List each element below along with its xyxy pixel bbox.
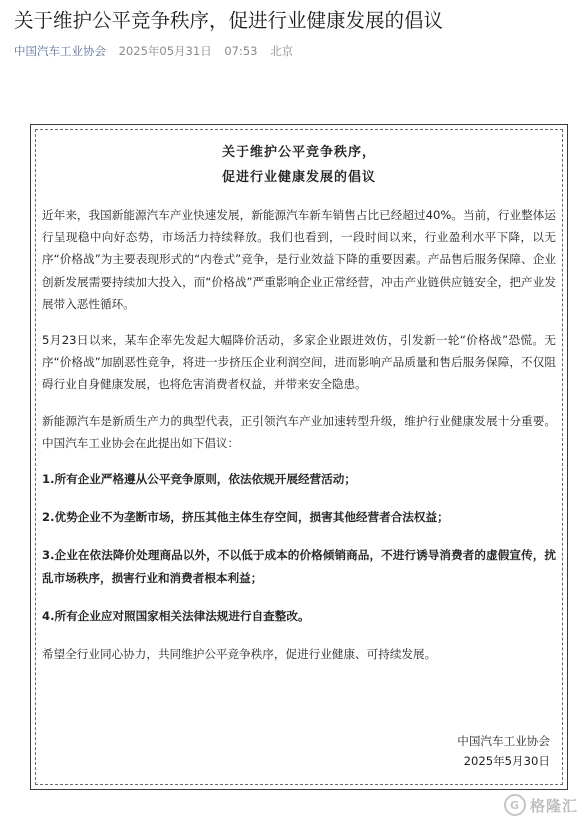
notice-paragraph-1: 近年来，我国新能源汽车产业快速发展，新能源汽车新车销售占比已经超过40%。当前，行业整体运行呈现稳中向好态势，市场活力持续释放。我们也看到，一段时间以来，行业盈利水平下降，以无序“价格战”为主要表现形式的“内卷式”竞争，是行业效益下降的重要因素。产品售后服务保障、企业创新发展需要持续加大投入，而“价格战”严重影响企业正常经营，冲击产业链供应链安全，把产业发展带入恶性循环。 — [42, 208, 556, 311]
watermark — [504, 794, 578, 816]
proposal-item-2: 2.优势企业不为垄断市场，挤压其他主体生存空间，损害其他经营者合法权益； — [42, 510, 449, 525]
article-meta — [14, 43, 302, 59]
notice-signature — [457, 731, 550, 771]
article-time: 07:53 — [224, 44, 258, 58]
article-location: 北京 — [270, 44, 294, 58]
notice-content — [42, 140, 556, 665]
notice-title-line-1: 关于维护公平竞争秩序， — [221, 145, 376, 160]
signature-date: 2025年5月30日 — [463, 754, 550, 768]
notice-closing: 希望全行业同心协力，共同维护公平竞争秩序，促进行业健康、可持续发展。 — [42, 647, 437, 662]
article-title: 关于维护公平竞争秩序，促进行业健康发展的倡议 — [14, 9, 444, 32]
article-date: 2025年05月31日 — [118, 44, 212, 58]
watermark-text: 格隆汇 — [529, 796, 578, 815]
notice-paragraph-3: 新能源汽车是新质生产力的典型代表，正引领汽车产业加速转型升级，维护行业健康发展十分重要。中国汽车工业协会在此提出如下倡议： — [42, 413, 556, 450]
notice-title — [42, 140, 556, 190]
watermark-logo-icon: G — [504, 794, 526, 816]
proposal-item-4: 4.所有企业应对照国家相关法律法规进行自查整改。 — [42, 608, 310, 623]
proposal-item-3: 3.企业在依法降价处理商品以外，不以低于成本的价格倾销商品，不进行诱导消费者的虚假宣传，扰乱市场秩序，损害行业和消费者根本利益； — [42, 548, 556, 585]
article-source[interactable]: 中国汽车工业协会 — [14, 44, 106, 58]
signature-org: 中国汽车工业协会 — [457, 734, 550, 748]
notice-title-line-2: 促进行业健康发展的倡议 — [221, 170, 376, 185]
proposal-item-1: 1.所有企业严格遵从公平竞争原则，依法依规开展经营活动； — [42, 472, 356, 487]
notice-paragraph-2: 5月23日以来，某车企率先发起大幅降价活动，多家企业跟进效仿，引发新一轮“价格战”恐慌。无序“价格战”加剧恶性竞争，将进一步挤压企业利润空间，进而影响产品质量和售后服务保障，不仅阻碍行业自身健康发展，也将危害消费者权益，并带来安全隐患。 — [42, 333, 556, 392]
